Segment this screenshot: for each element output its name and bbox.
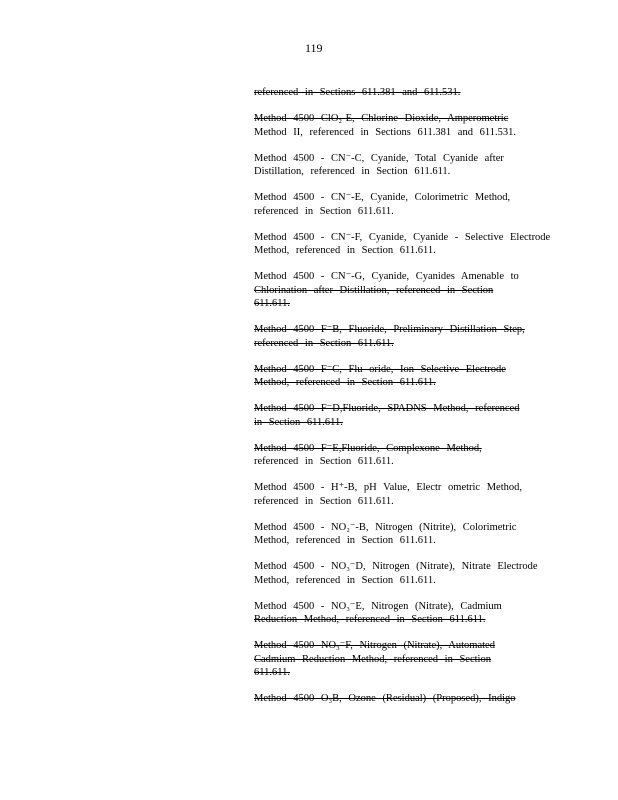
text-line: Method, referenced in Section 611.611. [254,574,436,586]
struck-text-line: Method 4500 NO₃⁻F, Nitrogen (Nitrate), Automated [254,640,495,651]
text-line: Distillation, referenced in Section 611.611. [254,166,451,177]
method-entry [254,521,534,548]
text-line: Method II, referenced in Sections 611.381 and 611.531. [254,126,516,138]
struck-text-line: 611.611. [254,298,290,309]
page-number: 119 [305,41,323,55]
text-line: Method 4500 - CN⁻-F, Cyanide, Cyanide - Selective Electrode [254,231,551,243]
method-entry [254,86,534,100]
text-line: Method 4500 - NO₃⁻E, Nitrogen (Nitrate), Cadmium [254,600,502,612]
struck-text-line: Method 4500 F⁻E,Fluoride, Complexone Method, [254,442,482,454]
method-list [254,86,551,718]
method-entry [254,402,534,429]
method-entry [254,112,534,139]
method-entry [254,231,551,258]
method-entry [254,363,534,390]
struck-text-line: 611.611. [254,667,290,678]
text-line: Method, referenced in Section 611.611. [254,535,436,546]
text-line: referenced in Section 611.611. [254,205,394,217]
method-entry [254,152,534,179]
struck-text-line: Method 4500 O₃B, Ozone (Residual) (Proposed), Indigo [254,693,516,704]
text-line: Method 4500 - CN⁻-C, Cyanide, Total Cyanide after [254,152,504,164]
struck-text-line: in Section 611.611. [254,416,343,428]
struck-text-line: referenced in Section 611.611. [254,337,394,349]
method-entry [254,191,534,218]
method-entry [254,442,534,469]
method-entry [254,692,534,706]
method-entry [254,560,538,587]
text-line: Method 4500 - NO₃⁻D, Nitrogen (Nitrate), Nitrate Electrode [254,561,538,572]
method-entry [254,600,534,627]
text-line: Method 4500 - CN⁻-G, Cyanide, Cyanides Amenable to [254,271,519,282]
struck-text-line: Method 4500 F⁻B, Fluoride, Preliminary Distillation Step, [254,324,525,335]
method-entry [254,270,534,311]
struck-text-line: Method, referenced in Section 611.611. [254,377,436,388]
text-line: referenced in Section 611.611. [254,456,394,467]
method-entry [254,323,534,350]
struck-text-line: Chlorination after Distillation, referenced in Section [254,284,494,296]
struck-text-line: referenced in Sections 611.381 and 611.531. [254,87,461,98]
struck-text-line: Method 4500 F⁻C, Flu oride, Ion Selective Electrode [254,363,506,375]
text-line: referenced in Section 611.611. [254,495,394,507]
struck-text-line: Method 4500 ClO₂-E, Chlorine Dioxide, Amperometric [254,113,509,124]
text-line: Method 4500 - H⁺-B, pH Value, Electr ometric Method, [254,482,523,493]
text-line: Method 4500 - CN⁻-E, Cyanide, Colorimetric Method, [254,192,511,203]
struck-text-line: Method 4500 F⁻D,Fluoride, SPADNS Method, referenced [254,403,520,414]
struck-text-line: Cadmium Reduction Method, referenced in Section [254,653,491,665]
text-line: Method, referenced in Section 611.611. [254,245,436,256]
text-line: Method 4500 - NO₂⁻-B, Nitrogen (Nitrite), Colorimetric [254,521,517,533]
method-entry [254,481,534,508]
method-entry [254,639,534,680]
struck-text-line: Reduction Method, referenced in Section 611.611. [254,614,486,625]
